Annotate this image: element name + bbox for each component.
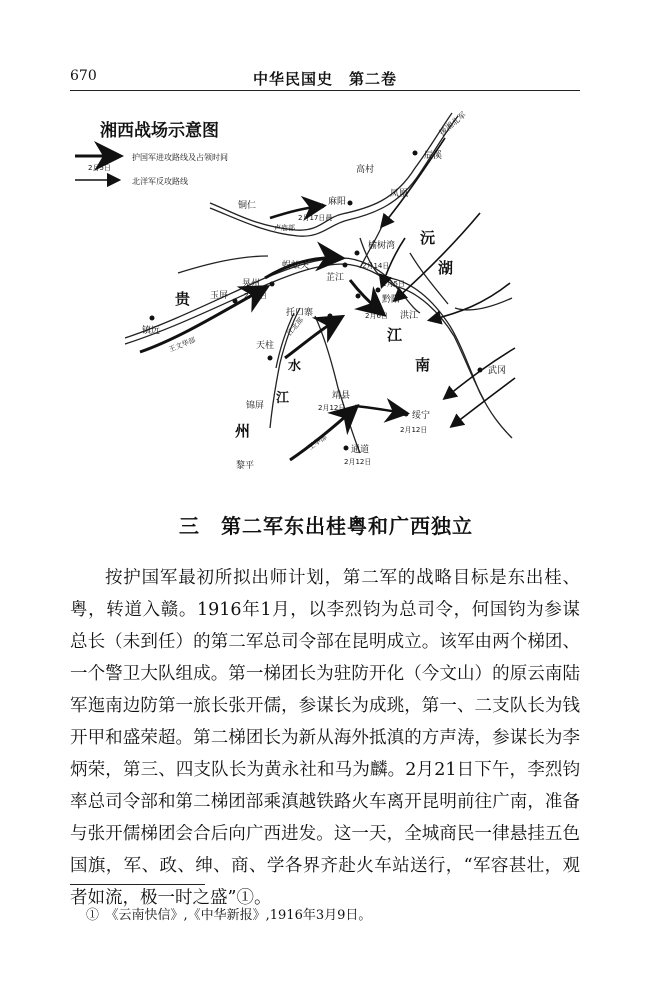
label-wangmianbu: 王华部 [306,433,329,452]
label-jianshiguan: 蜈蚣关 [282,261,310,271]
label-wugang: 武冈 [488,366,507,376]
footnote-rule [70,884,205,885]
label-tuokou: 托口寨 [286,308,314,318]
page-header [70,68,580,91]
legend-date: 2月5日 [88,164,111,172]
label-huangzhou: 晃州 [242,279,261,289]
label-gui: 贵 [175,290,191,308]
label-date-sui: 2月12日 [400,426,428,434]
label-tongren: 铜仁 [238,201,257,211]
label-date-hongjiang: 2月6日 [365,312,388,320]
label-hu: 湖 [438,259,454,277]
battlefield-map [60,108,520,478]
label-gaocun: 高村 [356,165,375,175]
label-zhijiang: 芷江 [326,273,345,283]
label-zhenyuan: 镇远 [142,326,161,336]
legend-attack: 护国军进攻路线及占领时间 [132,153,228,162]
legend-counter: 北洋军反攻路线 [132,177,188,186]
label-nan: 南 [415,356,431,374]
label-lumiao: 卢庙部 [274,224,295,232]
paragraph: 按护国军最初所拟出师计划，第二军的战略目标是东出桂、粤，转道入赣。1916年1月，以李烈钧为总司令，何国钧为参谋总长（未到任）的第二军总司令部在昆明成立。该军由两个梯团、一个警卫大队组成。第一梯团长为驻防开化（今文山）的原云南陆军迤南边防第一旅长张开儒，参谋长为成珧，第一、二支队长为钱开甲和盛荣超。第二梯团长为新从海外抵滇的方声涛，参谋长为李炳荣，第三、四支队长为黄永社和马为麟。2月21日下午，李烈钧率总司令部和第二梯团部乘滇越铁路火车离开昆明前往广南，准备与张开儒梯团会合后向广西进发。这一天，全城商民一律悬挂五色国旗，军、政、绅、商、学各界齐赴火车站送行，“军容甚壮，观者如流，极一时之盛”①。 [70,568,580,908]
label-hongjiang: 洪江 [400,311,419,321]
label-mayang: 麻阳 [328,197,347,207]
section-title: 三 第二军东出桂粤和广西独立 [179,514,473,538]
label-date-mayang: 2月17日晨 [298,214,333,222]
label-qianyang: 黔阳 [382,295,401,305]
label-yuan: 沅 [420,229,436,247]
place-labels [142,109,506,471]
map-svg [60,108,520,478]
label-shui: 水 [288,359,302,374]
label-yuping: 玉屏 [210,291,229,301]
running-title: 中华民国史 第二卷 [252,70,397,88]
footnote: ① 《云南快信》,《中华新报》,1916年3月9日。 [86,908,372,923]
label-date-qianyang: 2月5日 [382,280,405,288]
label-tongdao: 通道 [351,445,370,455]
label-fenghuang: 凤凰 [390,189,409,199]
label-huaishuwan: 榆树湾 [368,241,396,251]
label-jingxian: 靖县 [332,391,351,401]
river-lines [125,113,512,453]
label-liping: 黎平 [236,461,255,471]
label-date-huang: 2月3日 [244,292,267,300]
place-dots [150,151,483,451]
attack-routes [140,206,405,460]
label-jiang2: 江 [276,391,290,406]
label-jiang: 江 [387,326,403,344]
legend [75,152,228,186]
label-reinforcement: 援湘北军 [437,110,468,138]
label-date-tongdao: 2月12日 [344,458,372,466]
label-tianzhu: 天柱 [256,341,275,351]
label-zhou: 州 [235,422,251,440]
body-text [70,562,580,914]
label-chenxi: 辰溪 [424,151,443,161]
label-wangwenhua: 王文华部 [167,335,197,354]
label-suining: 绥宁 [412,411,431,421]
label-date-jian: 2月14日 [362,262,390,270]
page-number: 670 [70,68,97,84]
map-title: 湘西战场示意图 [100,121,219,141]
label-date-jing: 2月12日 [318,404,346,412]
label-jinping: 锦屏 [246,401,265,411]
label-jiangbei: 江北部 [285,316,306,338]
